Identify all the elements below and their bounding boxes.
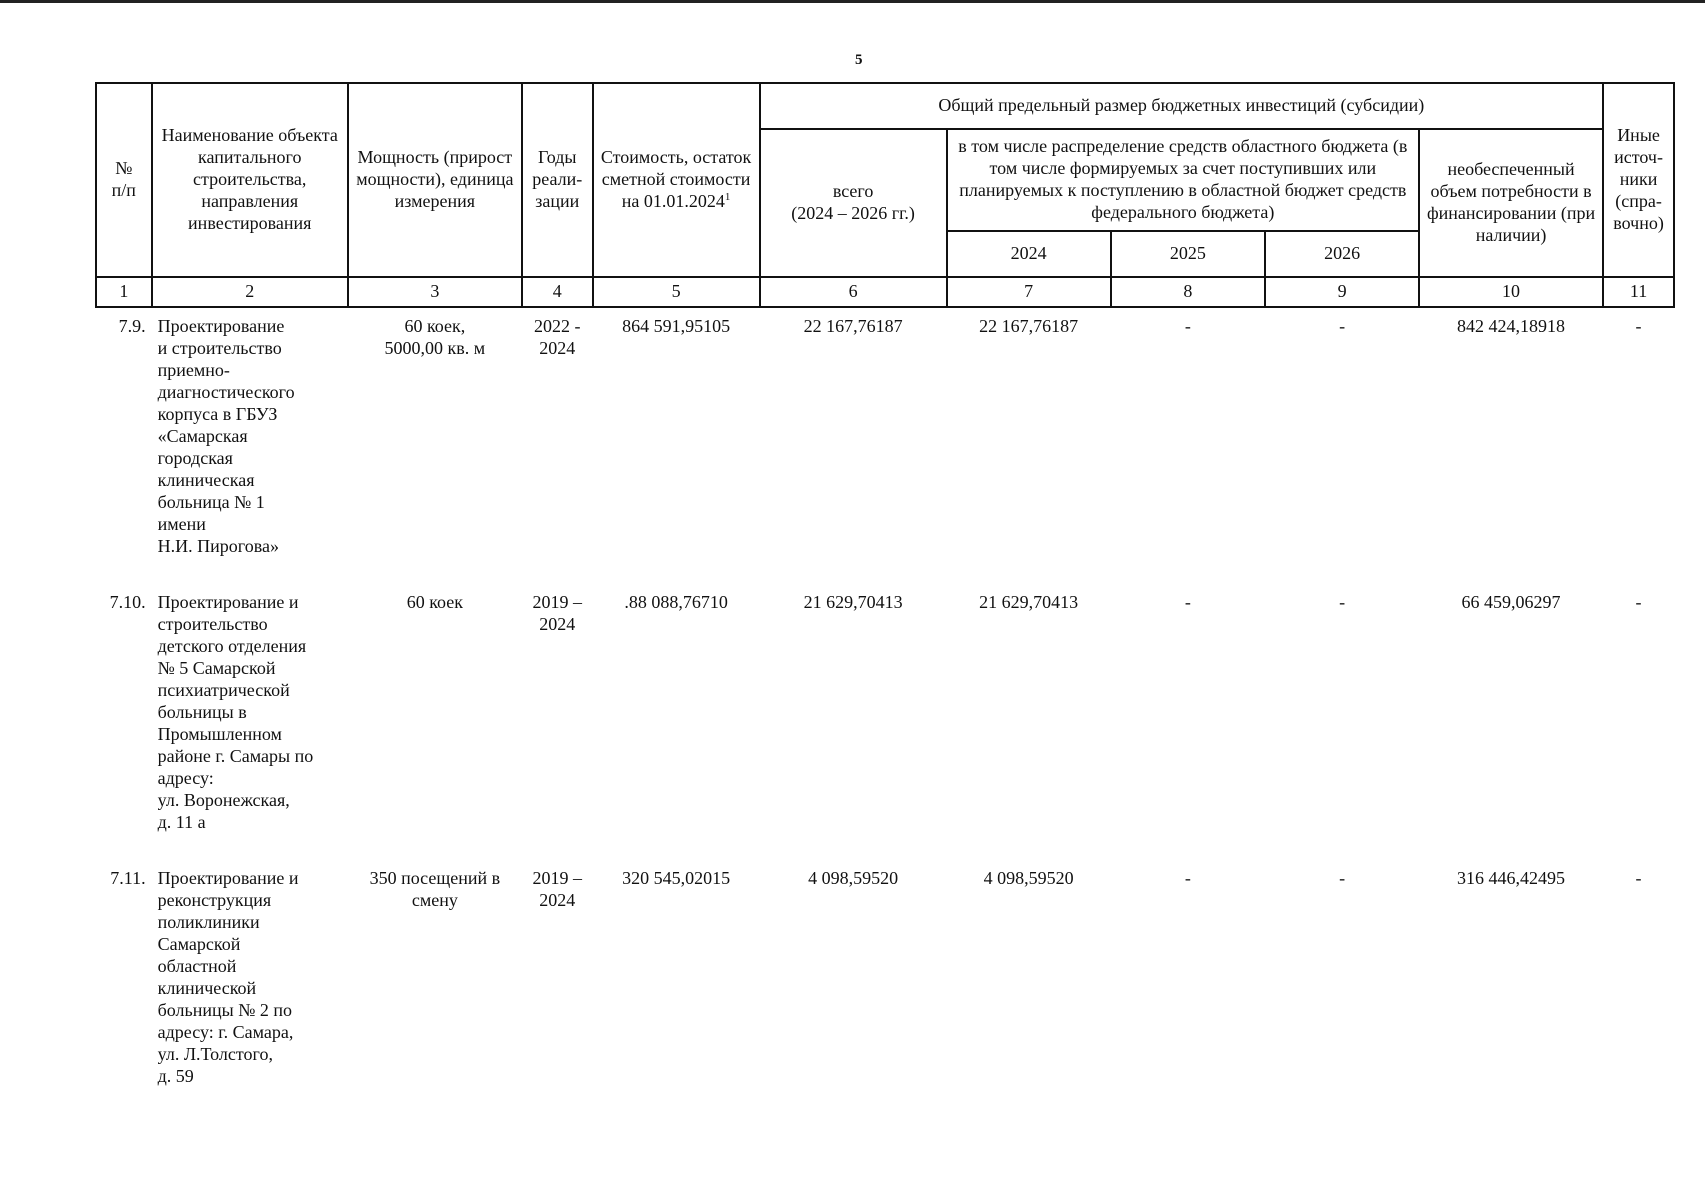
amount-2025: - bbox=[1184, 868, 1191, 888]
header-year-2025: 2025 bbox=[1111, 231, 1266, 277]
object-name-line: ул. Л.Толстого, bbox=[157, 1043, 273, 1064]
object-name-line: приемно- bbox=[157, 359, 230, 380]
unfunded-need: 842 424,18918 bbox=[1457, 316, 1566, 336]
column-number: 9 bbox=[1265, 277, 1419, 307]
unfunded-need: 66 459,06297 bbox=[1461, 592, 1561, 612]
total-investment: 22 167,76187 bbox=[803, 316, 903, 336]
amount-2026: - bbox=[1339, 592, 1346, 612]
estimated-cost: .88 088,76710 bbox=[624, 592, 728, 612]
table-row bbox=[96, 307, 1674, 584]
column-number: 3 bbox=[348, 277, 522, 307]
amount-2026: - bbox=[1339, 316, 1346, 336]
header-cost bbox=[593, 83, 760, 277]
object-name-line: ул. Воронежская, bbox=[157, 789, 290, 810]
object-name-line: больницы № 2 по bbox=[157, 999, 293, 1020]
amount-2026: - bbox=[1339, 868, 1346, 888]
capacity bbox=[348, 307, 522, 584]
row-number: 7.11. bbox=[110, 868, 146, 888]
header-other: Иные источ-ники (спра-вочно) bbox=[1603, 83, 1674, 277]
object-name bbox=[152, 860, 348, 1128]
object-name-line: районе г. Самары по bbox=[157, 745, 314, 766]
years-line: 2024 bbox=[539, 613, 576, 634]
object-name-line: психиатрической bbox=[157, 679, 290, 700]
object-name-line: клинической bbox=[157, 977, 257, 998]
object-name-line: адресу: г. Самара, bbox=[157, 1021, 294, 1042]
amount-2024: 21 629,70413 bbox=[979, 592, 1079, 612]
years-line: 2024 bbox=[539, 337, 576, 358]
years-line: 2019 – bbox=[532, 592, 582, 612]
row-number: 7.10. bbox=[109, 592, 146, 612]
object-name bbox=[152, 307, 348, 584]
object-name-line: имени bbox=[157, 513, 206, 534]
object-name-line: д. 11 а bbox=[157, 811, 206, 832]
object-name-line: № 5 Самарской bbox=[157, 657, 276, 678]
capacity-line: 5000,00 кв. м bbox=[384, 337, 486, 358]
object-name-line: областной bbox=[157, 955, 237, 976]
object-name-line: «Самарская bbox=[157, 425, 248, 446]
table-body bbox=[96, 307, 1674, 1128]
unfunded-need: 316 446,42495 bbox=[1457, 868, 1566, 888]
scan-top-edge bbox=[0, 0, 1705, 3]
capacity-line: 60 коек, bbox=[404, 316, 466, 336]
header-name: Наименование объекта капитального строительства, направления инвестирования bbox=[152, 83, 348, 277]
header-year-2024: 2024 bbox=[947, 231, 1111, 277]
object-name-line: Проектирование bbox=[157, 316, 285, 336]
implementation-years bbox=[522, 860, 593, 1128]
object-name-line: городская bbox=[157, 447, 233, 468]
header-year-2026: 2026 bbox=[1265, 231, 1419, 277]
header-total bbox=[760, 129, 947, 277]
implementation-years bbox=[522, 584, 593, 860]
column-number: 10 bbox=[1419, 277, 1603, 307]
header-num-line: № bbox=[115, 158, 133, 179]
header-budget-group: Общий предельный размер бюджетных инвестиций (субсидии) bbox=[760, 83, 1604, 129]
capacity bbox=[348, 860, 522, 1128]
column-number: 1 bbox=[96, 277, 152, 307]
header-cost-text: Стоимость, остаток сметной стоимости на 01.01.2024 bbox=[600, 147, 752, 211]
column-number: 8 bbox=[1111, 277, 1266, 307]
amount-2024: 4 098,59520 bbox=[983, 868, 1074, 888]
object-name-line: больницы в bbox=[157, 701, 247, 722]
object-name-line: больница № 1 bbox=[157, 491, 265, 512]
object-name-line: Промышленном bbox=[157, 723, 282, 744]
header-total-line: (2024 – 2026 гг.) bbox=[791, 203, 915, 223]
row-number: 7.9. bbox=[118, 316, 146, 336]
implementation-years bbox=[522, 307, 593, 584]
page-number: 5 bbox=[855, 52, 863, 68]
table-row bbox=[96, 860, 1674, 1128]
header-capacity: Мощность (прирост мощности), единица измерения bbox=[348, 83, 522, 277]
header-num-line: п/п bbox=[111, 180, 136, 200]
object-name-line: строительство bbox=[157, 613, 268, 634]
object-name-line: Н.И. Пирогова» bbox=[157, 535, 279, 556]
column-number-row bbox=[96, 277, 1674, 307]
other-sources: - bbox=[1635, 868, 1642, 888]
object-name-line: корпуса в ГБУЗ bbox=[157, 403, 278, 424]
capacity-line: 60 коек bbox=[406, 592, 463, 612]
years-line: 2024 bbox=[539, 889, 576, 910]
table-row bbox=[96, 584, 1674, 860]
column-number: 11 bbox=[1603, 277, 1674, 307]
column-number: 4 bbox=[522, 277, 593, 307]
object-name-line: поликлиники bbox=[157, 911, 260, 932]
years-line: 2022 - bbox=[533, 316, 581, 336]
header-gap: необеспеченный объем потребности в финансировании (при наличии) bbox=[1419, 129, 1603, 277]
object-name-line: диагностического bbox=[157, 381, 295, 402]
header-num bbox=[96, 83, 152, 277]
estimated-cost: 320 545,02015 bbox=[622, 868, 731, 888]
table-header bbox=[96, 83, 1674, 307]
capacity-line: смену bbox=[411, 889, 458, 910]
estimated-cost: 864 591,95105 bbox=[622, 316, 731, 336]
object-name-line: Проектирование и bbox=[157, 868, 299, 888]
object-name-line: Самарской bbox=[157, 933, 241, 954]
budget-investment-table bbox=[95, 82, 1675, 1128]
amount-2024: 22 167,76187 bbox=[979, 316, 1079, 336]
header-total-line: всего bbox=[832, 181, 874, 202]
header-regional: в том числе распределение средств областного бюджета (в том числе формируемых за счет поступивших или планируемых к поступлению в областной бюджет средств федерального бюджета) bbox=[947, 129, 1419, 231]
other-sources: - bbox=[1635, 592, 1642, 612]
amount-2025: - bbox=[1184, 592, 1191, 612]
object-name bbox=[152, 584, 348, 860]
capacity bbox=[348, 584, 522, 860]
column-number: 5 bbox=[593, 277, 760, 307]
capacity-line: 350 посещений в bbox=[369, 868, 501, 888]
total-investment: 21 629,70413 bbox=[803, 592, 903, 612]
object-name-line: детского отделения bbox=[157, 635, 307, 656]
object-name-line: д. 59 bbox=[157, 1065, 194, 1086]
object-name-line: адресу: bbox=[157, 767, 214, 788]
header-years: Годы реали-зации bbox=[522, 83, 593, 277]
other-sources: - bbox=[1635, 316, 1642, 336]
object-name-line: Проектирование и bbox=[157, 592, 299, 612]
column-number: 6 bbox=[760, 277, 947, 307]
object-name-line: и строительство bbox=[157, 337, 282, 358]
object-name-line: клиническая bbox=[157, 469, 255, 490]
total-investment: 4 098,59520 bbox=[808, 868, 899, 888]
years-line: 2019 – bbox=[532, 868, 582, 888]
object-name-line: реконструкция bbox=[157, 889, 272, 910]
column-number: 7 bbox=[947, 277, 1111, 307]
column-number: 2 bbox=[152, 277, 348, 307]
amount-2025: - bbox=[1184, 316, 1191, 336]
header-cost-footnote: 1 bbox=[724, 190, 731, 203]
